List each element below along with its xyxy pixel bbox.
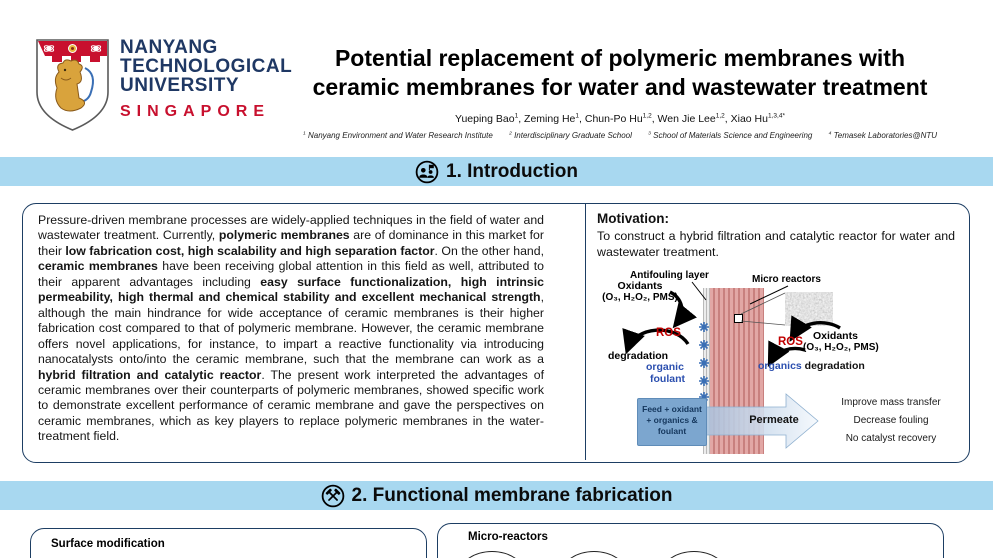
header-block	[250, 44, 990, 140]
micro-reactor-circle	[661, 551, 727, 558]
permeate-label: Permeate	[749, 414, 799, 426]
poster-title	[250, 44, 990, 102]
micro-reactors-label: Micro reactors	[752, 274, 821, 285]
organic-foulant-label-line1: organic	[646, 361, 684, 373]
author: Zeming He$^1$,	[524, 112, 585, 125]
section-1-header-band	[0, 157, 993, 186]
section-1-title: 1. Introduction	[446, 160, 578, 182]
author: Xiao $Hu^{1,3,4*}$	[730, 112, 785, 125]
title-line-2: ceramic membranes for water and wastewater treatment	[312, 74, 928, 100]
people-presentation-icon	[415, 160, 439, 184]
section-2-title: 2. Functional membrane fabrication	[351, 484, 673, 506]
organics-degradation-label: organics degradation	[758, 360, 865, 372]
authors-line	[250, 113, 990, 125]
affiliations-line	[250, 131, 990, 140]
title-line-1: Potential replacement of polymeric membranes with	[334, 45, 906, 71]
micro-reactors-panel	[437, 523, 944, 558]
author: Wen Jie Lee$^{1,2}$,	[657, 112, 731, 125]
micro-reactor-circle	[459, 551, 525, 558]
left-ros-label: ROS	[656, 327, 681, 339]
affiliation: $^4$ Temasek Laboratories@NTU	[828, 131, 938, 140]
benefit-item: Decrease fouling	[853, 415, 929, 426]
antifouling-layer-label: Antifouling layer	[630, 270, 709, 281]
surface-modification-title: Surface modification	[51, 538, 165, 550]
right-oxidants-formula: (O₃, H₂O₂, PMS)	[803, 342, 879, 353]
benefits-list	[822, 394, 960, 448]
benefit-item: Improve mass transfer	[841, 397, 941, 408]
logo-line-3: UNIVERSITY	[120, 75, 240, 96]
motivation-block	[597, 211, 955, 260]
affiliation: $^3$ School of Materials Science and Engineering	[648, 131, 813, 140]
organic-foulant-label-line2: foulant	[650, 373, 685, 385]
surface-modification-panel	[30, 528, 427, 558]
logo-country: SINGAPORE	[120, 103, 271, 120]
right-oxidants-label: Oxidants	[813, 330, 858, 342]
section-2-header-band	[0, 481, 993, 510]
ntu-crest-icon	[35, 38, 110, 132]
introduction-divider	[585, 204, 586, 460]
author: Yueping Bao$^1$,	[455, 112, 525, 125]
feed-box: Feed + oxidant + organics & foulant	[637, 398, 707, 446]
micro-reactor-circle	[561, 551, 627, 558]
motivation-text: To construct a hybrid filtration and catalytic reactor for water and wastewater treatment.	[597, 229, 955, 259]
micro-reactors-title: Micro-reactors	[468, 531, 548, 543]
introduction-paragraph: Pressure-driven membrane processes are widely-applied techniques in the field of water and wastewater treatment. Currently, polymeric membranes are of dominance in this market for their low fabrication cost, high scalability and high separation factor. On the other hand, ceramic membranes have been receiving global attention in this field as well, attributed to their apparent advantages including easy surface functionalization, high intrinsic permeability, high thermal and chemical stability and excellent mechanical strength, although the main hindrance for wide acceptance of ceramic membranes is their higher fabrication cost compared to that of polymeric membrane. However, the ceramic membrane offers novel applications, for instance, to impart a reactive functionality via introducing nanocatalysts onto/into the ceramic membrane, such that the membrane can work as a hybrid filtration and catalytic reactor. The present work interpreted the advantages of ceramic membranes over their counterparts of polymeric membranes, showed specific work to demonstrate excellent performance of ceramic membrane and gave the perspectives on ceramic membranes, which as key players to replace polymeric membranes in the water-treatment field.	[38, 213, 545, 444]
author: Chun-Po Hu$^{1,2}$,	[584, 112, 658, 125]
logo-line-1: NANYANG	[120, 37, 218, 58]
crossed-hammers-icon	[321, 484, 345, 508]
left-oxidants-formula: (O₃, H₂O₂, PMS)	[602, 292, 678, 303]
right-ros-label: ROS	[778, 336, 803, 348]
affiliation: $^1$ Nanyang Environment and Water Research Institute	[302, 131, 493, 140]
motivation-heading: Motivation:	[597, 211, 669, 226]
affiliation: $^2$ Interdisciplinary Graduate School	[509, 131, 632, 140]
degradation-label: degradation	[608, 350, 669, 362]
logo-line-2: TECHNOLOGICAL	[120, 56, 293, 77]
membrane-reactor-diagram	[600, 266, 962, 458]
benefit-item: No catalyst recovery	[845, 433, 937, 444]
left-oxidants-label: Oxidants	[617, 280, 663, 292]
